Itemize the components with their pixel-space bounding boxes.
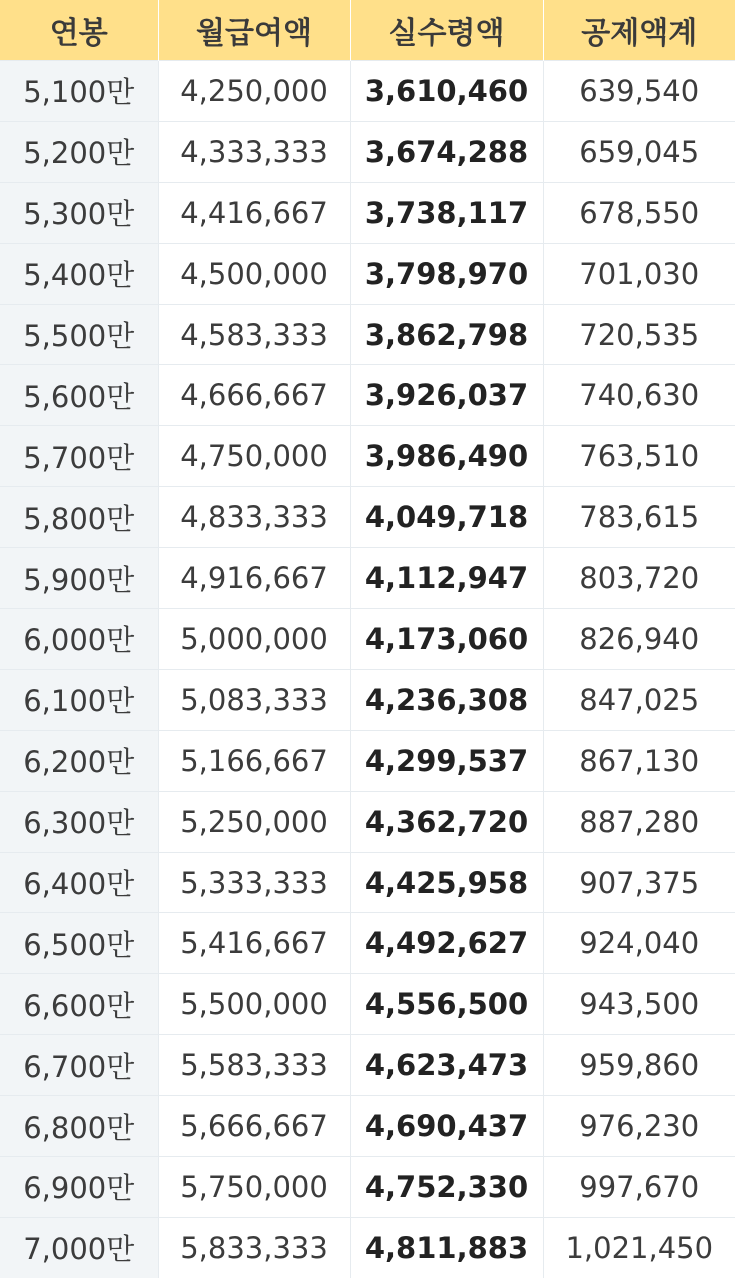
- net-pay-cell: 3,986,490: [350, 426, 543, 487]
- monthly-salary-cell: 4,916,667: [158, 548, 350, 609]
- annual-salary-cell: 6,100만: [0, 669, 158, 730]
- annual-salary-cell: 5,900만: [0, 548, 158, 609]
- net-pay-cell: 3,862,798: [350, 304, 543, 365]
- annual-salary-cell: 6,500만: [0, 913, 158, 974]
- monthly-salary-cell: 5,416,667: [158, 913, 350, 974]
- table-header: [0, 0, 735, 61]
- net-pay-cell: 4,556,500: [350, 974, 543, 1035]
- deduction-cell: 997,670: [543, 1157, 735, 1218]
- deduction-cell: 659,045: [543, 121, 735, 182]
- table-row: [0, 730, 735, 791]
- annual-salary-cell: 5,500만: [0, 304, 158, 365]
- header-net-pay: 실수령액: [350, 0, 543, 61]
- table-row: [0, 243, 735, 304]
- deduction-cell: 826,940: [543, 609, 735, 670]
- net-pay-cell: 4,362,720: [350, 791, 543, 852]
- deduction-cell: 639,540: [543, 61, 735, 122]
- deduction-cell: 847,025: [543, 669, 735, 730]
- table-row: [0, 609, 735, 670]
- net-pay-cell: 4,236,308: [350, 669, 543, 730]
- monthly-salary-cell: 5,666,667: [158, 1096, 350, 1157]
- net-pay-cell: 4,492,627: [350, 913, 543, 974]
- net-pay-cell: 3,674,288: [350, 121, 543, 182]
- annual-salary-cell: 5,100만: [0, 61, 158, 122]
- deduction-cell: 959,860: [543, 1035, 735, 1096]
- deduction-cell: 867,130: [543, 730, 735, 791]
- net-pay-cell: 4,752,330: [350, 1157, 543, 1218]
- table-row: [0, 791, 735, 852]
- table-row: [0, 61, 735, 122]
- annual-salary-cell: 6,300만: [0, 791, 158, 852]
- deduction-cell: 1,021,450: [543, 1217, 735, 1277]
- table-row: [0, 669, 735, 730]
- table-row: [0, 974, 735, 1035]
- monthly-salary-cell: 5,500,000: [158, 974, 350, 1035]
- net-pay-cell: 4,299,537: [350, 730, 543, 791]
- net-pay-cell: 4,425,958: [350, 852, 543, 913]
- deduction-cell: 887,280: [543, 791, 735, 852]
- deduction-cell: 783,615: [543, 487, 735, 548]
- table-row: [0, 304, 735, 365]
- deduction-cell: 763,510: [543, 426, 735, 487]
- deduction-cell: 720,535: [543, 304, 735, 365]
- monthly-salary-cell: 5,166,667: [158, 730, 350, 791]
- deduction-cell: 907,375: [543, 852, 735, 913]
- monthly-salary-cell: 4,333,333: [158, 121, 350, 182]
- annual-salary-cell: 5,400만: [0, 243, 158, 304]
- table-body: [0, 61, 735, 1278]
- net-pay-cell: 4,049,718: [350, 487, 543, 548]
- annual-salary-cell: 5,200만: [0, 121, 158, 182]
- deduction-cell: 803,720: [543, 548, 735, 609]
- table-row: [0, 1157, 735, 1218]
- annual-salary-cell: 6,600만: [0, 974, 158, 1035]
- table-row: [0, 121, 735, 182]
- annual-salary-cell: 5,300만: [0, 182, 158, 243]
- table-row: [0, 913, 735, 974]
- net-pay-cell: 4,173,060: [350, 609, 543, 670]
- monthly-salary-cell: 4,666,667: [158, 365, 350, 426]
- monthly-salary-cell: 5,583,333: [158, 1035, 350, 1096]
- annual-salary-cell: 6,200만: [0, 730, 158, 791]
- monthly-salary-cell: 4,500,000: [158, 243, 350, 304]
- monthly-salary-cell: 5,250,000: [158, 791, 350, 852]
- table-row: [0, 1217, 735, 1277]
- annual-salary-cell: 5,800만: [0, 487, 158, 548]
- deduction-cell: 678,550: [543, 182, 735, 243]
- annual-salary-cell: 5,600만: [0, 365, 158, 426]
- monthly-salary-cell: 5,000,000: [158, 609, 350, 670]
- annual-salary-cell: 6,000만: [0, 609, 158, 670]
- header-annual-salary: 연봉: [0, 0, 158, 61]
- net-pay-cell: 4,112,947: [350, 548, 543, 609]
- table-row: [0, 487, 735, 548]
- header-monthly-salary: 월급여액: [158, 0, 350, 61]
- table-row: [0, 1096, 735, 1157]
- net-pay-cell: 3,738,117: [350, 182, 543, 243]
- net-pay-cell: 3,798,970: [350, 243, 543, 304]
- monthly-salary-cell: 5,833,333: [158, 1217, 350, 1277]
- monthly-salary-cell: 4,583,333: [158, 304, 350, 365]
- deduction-cell: 740,630: [543, 365, 735, 426]
- annual-salary-cell: 6,800만: [0, 1096, 158, 1157]
- net-pay-cell: 3,610,460: [350, 61, 543, 122]
- monthly-salary-cell: 5,750,000: [158, 1157, 350, 1218]
- annual-salary-cell: 6,400만: [0, 852, 158, 913]
- header-total-deductions: 공제액계: [543, 0, 735, 61]
- table-row: [0, 182, 735, 243]
- monthly-salary-cell: 4,250,000: [158, 61, 350, 122]
- annual-salary-cell: 6,700만: [0, 1035, 158, 1096]
- net-pay-cell: 4,811,883: [350, 1217, 543, 1277]
- table-row: [0, 426, 735, 487]
- monthly-salary-cell: 5,333,333: [158, 852, 350, 913]
- deduction-cell: 976,230: [543, 1096, 735, 1157]
- monthly-salary-cell: 4,416,667: [158, 182, 350, 243]
- net-pay-cell: 4,623,473: [350, 1035, 543, 1096]
- table-row: [0, 365, 735, 426]
- deduction-cell: 943,500: [543, 974, 735, 1035]
- annual-salary-cell: 7,000만: [0, 1217, 158, 1277]
- annual-salary-cell: 5,700만: [0, 426, 158, 487]
- deduction-cell: 701,030: [543, 243, 735, 304]
- monthly-salary-cell: 4,833,333: [158, 487, 350, 548]
- header-row: [0, 0, 735, 61]
- table-row: [0, 1035, 735, 1096]
- monthly-salary-cell: 5,083,333: [158, 669, 350, 730]
- table-row: [0, 548, 735, 609]
- table-row: [0, 852, 735, 913]
- annual-salary-cell: 6,900만: [0, 1157, 158, 1218]
- net-pay-cell: 4,690,437: [350, 1096, 543, 1157]
- deduction-cell: 924,040: [543, 913, 735, 974]
- monthly-salary-cell: 4,750,000: [158, 426, 350, 487]
- net-pay-cell: 3,926,037: [350, 365, 543, 426]
